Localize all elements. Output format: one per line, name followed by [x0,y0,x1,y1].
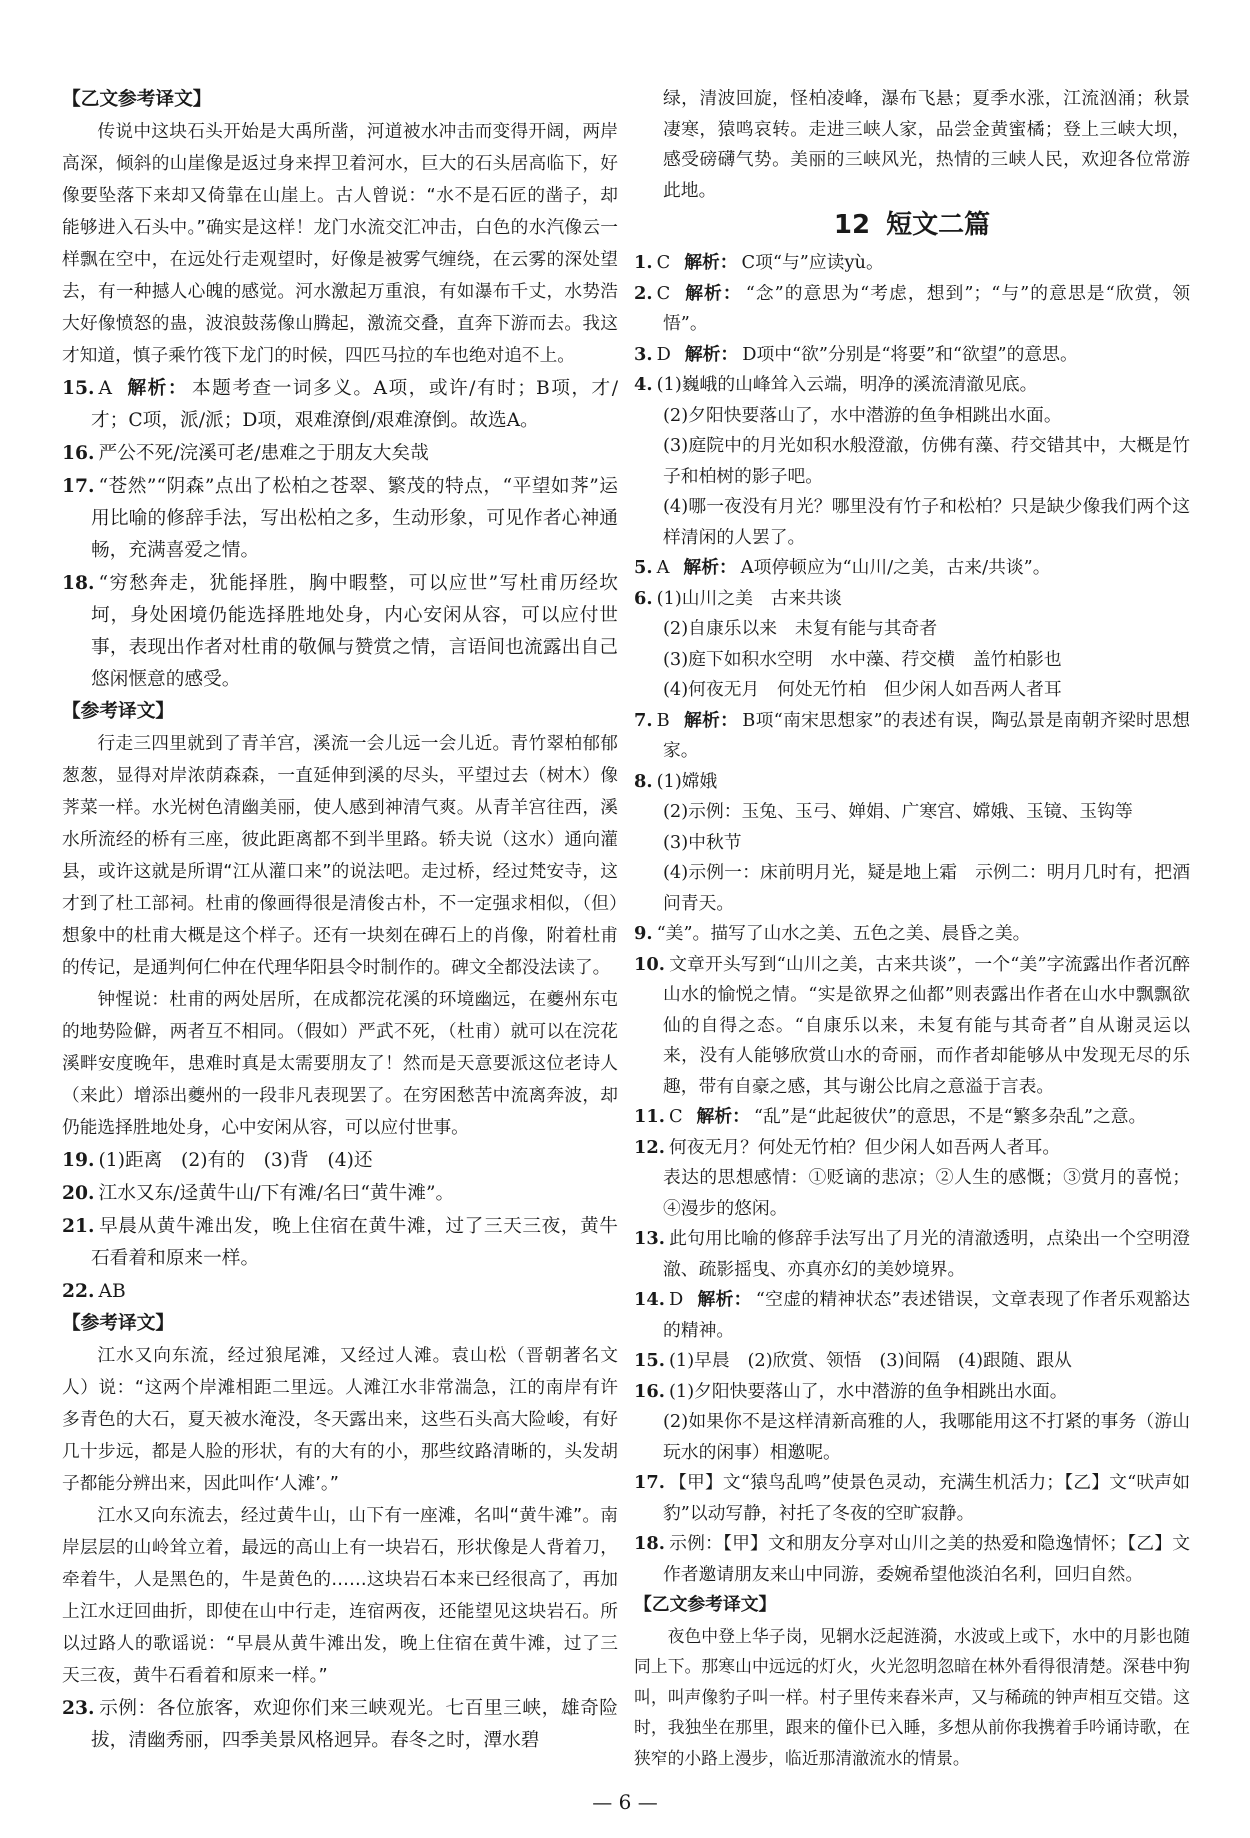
answer-subitem: (3)庭下如积水空明 水中藻、荇交横 盖竹柏影也 [663,648,1062,670]
section-heading: 【参考译文】 [62,701,175,722]
answer-item-17: 17. “苍然”“阴森”点出了松柏之苍翠、繁茂的特点，“平望如荠”运用比喻的修辞手法，写出松柏之多，生动形象，可见作者心神通畅，充满喜爱之情。 [62,475,618,561]
translation-paragraph: 行走三四里就到了青羊宫，溪流一会儿远一会儿近。青竹翠柏郁郁葱葱，显得对岸浓荫森森，一直延伸到溪的尽头，平望过去（树木）像荠菜一样。水光树色清幽美丽，使人感到神清气爽。从青羊宫往西，溪水所流经的桥有三座，彼此距离都不到半里路。轿夫说（这水）通向灌县，或许这就是所谓“江从灌口来”的说法吧。走过桥，经过梵安寺，这才到了杜工部祠。杜甫的像画得很是清俊古朴，不一定强求相似，（但）想象中的杜甫大概是这个样子。还有一块刻在碑石上的肖像，附着杜甫的传记，是通判何仁仲在代理华阳县令时制作的。碑文全都没法读了。 [62,734,618,978]
answer-item-14: 14. D 解析： “空虚的精神状态”表述错误，文章表现了作者乐观豁达的精神。 [634,1289,1190,1341]
answer-subitem: (4)何夜无月 何处无竹柏 但少闲人如吾两人者耳 [663,679,1062,700]
answer-item-23: 23. 示例：各位旅客，欢迎你们来三峡观光。七百里三峡，雄奇险拔，清幽秀丽，四季美景风格迥异。春冬之时，潭水碧 [62,1697,618,1751]
answer-subitem: 表达的思想感情：①贬谪的悲凉；②人生的感慨；③赏月的喜悦；④漫步的悠闲。 [663,1167,1190,1219]
section-heading: 【乙文参考译文】 [62,89,212,110]
answer-item-1: 1. C 解析： C项“与”应读yù。 [634,252,884,273]
answer-item-15: 15. A 解析： 本题考查一词多义。A项，或许/有时；B项，才/才；C项，派/派；D项，艰难潦倒/艰难潦倒。故选A。 [62,377,619,431]
section-heading: 【参考译文】 [62,1313,175,1334]
answer-subitem: (3)庭院中的月光如积水般澄澈，仿佛有藻、荇交错其中，大概是竹子和柏树的影子吧。 [663,435,1190,487]
answer-item-16: 16. 严公不死/浣溪可老/患难之于朋友大矣哉 [62,442,429,464]
answer-item-22: 22. AB [62,1280,126,1302]
answer-item-7: 7. B 解析： B项“南宋思想家”的表述有误，陶弘景是南朝齐梁时思想家。 [634,709,1190,761]
answer-item-18: 18. “穷愁奔走，犹能择胜，胸中暇整，可以应世”写杜甫历经坎坷，身处困境仍能选择胜地处身，内心安闲从容，可以应付世事，表现出作者对杜甫的敬佩与赞赏之情，言语间也流露出自己悠闲惬意的感受。 [62,572,618,690]
answer-item-13: 13. 此句用比喻的修辞手法写出了月光的清澈透明，点染出一个空明澄澈、疏影摇曳、亦真亦幻的美妙境界。 [634,1228,1190,1280]
answer-item-2: 2. C 解析： “念”的意思为“考虑，想到”；“与”的意思是“欣赏，领悟”。 [634,282,1190,334]
answer-item-9: 9. “美”。描写了山水之美、五色之美、晨昏之美。 [634,923,1031,944]
answer-item-16: 16. (1)夕阳快要落山了，水中潜游的鱼争相跳出水面。 [634,1380,1068,1402]
answer-item-3: 3. D 解析： D项中“欲”分别是“将要”和“欲望”的意思。 [634,343,1078,365]
answer-item-5: 5. A 解析： A项停顿应为“山川/之美，古来/共谈”。 [634,557,1051,578]
answer-item-17: 17. 【甲】文“猿鸟乱鸣”使景色灵动，充满生机活力；【乙】文“吠声如豹”以动写静，衬托了冬夜的空旷寂静。 [634,1472,1190,1524]
answer-subitem: (2)如果你不是这样清新高雅的人，我哪能用这不打紧的事务（游山玩水的闲事）相邀呢。 [663,1411,1190,1463]
continued-text: 绿，清波回旋，怪柏凌峰，瀑布飞悬；夏季水涨，江流汹涌；秋景凄寒，猿鸣哀转。走进三峡人家，品尝金黄蜜橘；登上三峡大坝，感受磅礴气势。美丽的三峡风光，热情的三峡人民，欢迎各位常游此地。 [663,88,1190,201]
answer-subitem: (4)示例一：床前明月光，疑是地上霜 示例二：明月几时有，把酒问青天。 [663,862,1190,914]
answer-item-19: 19. (1)距离 (2)有的 (3)背 (4)还 [62,1149,373,1171]
lesson-title: 12 短文二篇 [833,210,991,240]
answer-subitem: (2)自康乐以来 未复有能与其奇者 [663,618,938,639]
answer-subitem: (3)中秋节 [663,831,742,853]
answer-subitem: (2)夕阳快要落山了，水中潜游的鱼争相跳出水面。 [663,404,1062,426]
answer-item-4: 4. (1)巍峨的山峰耸入云端，明净的溪流清澈见底。 [634,374,1038,395]
answer-item-15: 15. (1)早晨 (2)欣赏、领悟 (3)间隔 (4)跟随、跟从 [634,1350,1072,1371]
answer-item-12: 12. 何夜无月？何处无竹柏？但少闲人如吾两人者耳。 [634,1136,1061,1158]
answer-item-6: 6. (1)山川之美 古来共谈 [634,587,842,609]
translation-paragraph: 钟惺说：杜甫的两处居所，在成都浣花溪的环境幽远，在夔州东屯的地势险僻，两者互不相同。（假如）严武不死，（杜甫）就可以在浣花溪畔安度晚年，患难时真是太需要朋友了！然而是天意要派这位老诗人（来此）增添出夔州的一段非凡表现罢了。在穷困愁苦中流离奔波，却仍能选择胜地处身，心中安闲从容，可以应付世事。 [62,990,618,1138]
section-heading: 【乙文参考译文】 [634,1594,777,1615]
left-column [62,84,618,1757]
answer-item-10: 10. 文章开头写到“山川之美，古来共谈”，一个“美”字流露出作者沉醉山水的愉悦之情。“实是欲界之仙都”则表露出作者在山水中飘飘欲仙的自得之态。“自康乐以来，未复有能与其奇者”自从谢灵运以来，没有人能够欣赏山水的奇丽，而作者却能够从中发现无尽的乐趣，带有自豪之感，其与谢公比肩之意溢于言表。 [634,953,1190,1097]
translation-paragraph: 传说中这块石头开始是大禹所凿，河道被水冲击而变得开阔，两岸高深，倾斜的山崖像是返过身来捍卫着河水，巨大的石头居高临下，好像要坠落下来却又倚靠在山崖上。古人曾说：“水不是石匠的凿子，却能够进入石头中。”确实是这样！龙门水流交汇冲击，白色的水汽像云一样飘在空中，在远处行走观望时，好像是被雾气缠绕，在云雾的深处望去，有一种撼人心魄的感觉。河水激起万重浪，有如瀑布千丈，水势浩大好像愤怒的蛊，波浪鼓荡像山腾起，激流交叠，直奔下游而去。我这才知道，慎子乘竹筏下龙门的时候，四匹马拉的车也绝对追不上。 [62,122,618,366]
answer-subitem: (4)哪一夜没有月光？哪里没有竹子和松柏？只是缺少像我们两个这样清闲的人罢了。 [663,496,1190,548]
translation-paragraph: 夜色中登上华子岗，见辋水泛起涟漪，水波或上或下，水中的月影也随同上下。那寒山中远远的灯火，火光忽明忽暗在林外看得很清楚。深巷中狗叫，叫声像豹子叫一样。村子里传来舂米声，又与稀疏的钟声相互交错。这时，我独坐在那里，跟来的僮仆已入睡，多想从前你我携着手吟诵诗歌，在狭窄的小路上漫步，临近那清澈流水的情景。 [634,1625,1190,1768]
answer-item-11: 11. C 解析： “乱”是“此起彼伏”的意思，不是“繁多杂乱”之意。 [634,1106,1147,1127]
answer-item-8: 8. (1)嫦娥 [634,770,718,792]
answer-item-21: 21. 早晨从黄牛滩出发，晚上住宿在黄牛滩，过了三天三夜，黄牛石看着和原来一样。 [62,1215,618,1269]
translation-paragraph: 江水又向东流去，经过黄牛山，山下有一座滩，名叫“黄牛滩”。南岸层层的山岭耸立着，最远的高山上有一块岩石，形状像是人背着刀，牵着牛，人是黑色的，牛是黄色的……这块岩石本来已经很高了，再加上江水迂回曲折，即使在山中行走，连宿两夜，还能望见这块岩石。所以过路人的歌谣说：“早晨从黄牛滩出发，晚上住宿在黄牛滩，过了三天三夜，黄牛石看着和原来一样。” [62,1506,618,1686]
right-column [634,84,1190,1773]
page-number: — 6 — [592,1790,658,1814]
translation-paragraph: 江水又向东流，经过狼尾滩，又经过人滩。袁山松（晋朝著名文人）说：“这两个岸滩相距二里远。人滩江水非常湍急，江的南岸有许多青色的大石，夏天被水淹没，冬天露出来，这些石头高大险峻，有好几十步远，都是人脸的形状，有的大有的小，那些纹路清晰的，头发胡子都能分辨出来，因此叫作‘人滩’。” [62,1346,618,1494]
answer-item-20: 20. 江水又东/迳黄牛山/下有滩/名曰“黄牛滩”。 [62,1182,455,1204]
answer-subitem: (2)示例：玉兔、玉弓、婵娟、广寒宫、嫦娥、玉镜、玉钩等 [663,801,1133,822]
answer-item-18: 18. 示例：【甲】文和朋友分享对山川之美的热爱和隐逸情怀；【乙】文作者邀请朋友来山中同游，委婉希望他淡泊名利，回归自然。 [634,1533,1190,1585]
